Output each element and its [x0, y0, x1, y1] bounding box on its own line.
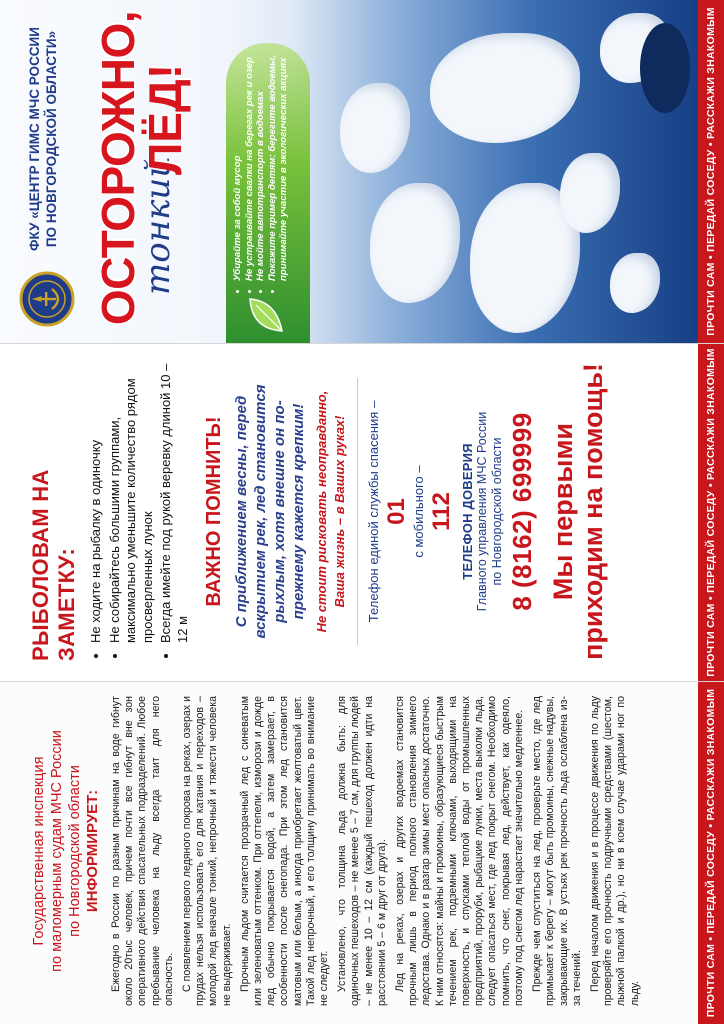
rescue-phone-label: Телефон единой службы спасения – — [366, 400, 381, 623]
paragraph: Перед началом движения и в процессе движения по льду проверяйте его прочность подручными средствами (шестом, лыжной палкой и др.), но ни в коем случае ударами ног по льду. — [588, 696, 641, 1006]
important-title: ВАЖНО ПОМНИТЬ! — [203, 416, 225, 607]
footer-slogan: ПРОЧТИ САМ • ПЕРЕДАЙ СОСЕДУ • РАССКАЖИ ЗНАКОМЫМ — [698, 0, 724, 343]
mchs-emblem-icon — [18, 271, 76, 327]
rescue-phone-number: 01 — [383, 498, 410, 525]
cover-panel — [0, 0, 724, 344]
leaf-icon — [246, 295, 286, 335]
hotline-org: Главного управления МЧС России — [475, 411, 489, 612]
help-line: Мы первыми — [548, 422, 578, 601]
cover-subtitle: тонкий — [138, 155, 178, 295]
paragraph: Ежегодно в России по разным причинам на воде гибнут около 20тыс человек, причем почти все гибнут вне зон оперативного действия спасательных подразделений. Любое пребывание человека на льду всегда таит для него опасность. — [110, 696, 175, 1006]
paragraph: Прочным льдом считается прозрачный лед с синеватым или зеленоватым оттенком. При оттепели, изморози и дожде лед обычно покрывается водой, а затем замерзает, в особенности после снегопада. При этом лед становится матовым или белым, а иногда приобретает желтоватый цвет. Такой лед непрочный, и его толщину принимать во внимание не следует. — [238, 696, 331, 1006]
help-line: приходим на помощь! — [578, 363, 608, 660]
eco-tips — [232, 31, 290, 291]
list-item: • Не собирайтесь большими группами, максимально уменьшите количество рядом просверленных лунок — [107, 358, 157, 643]
informs-heading: ИНФОРМИРУЕТ: — [84, 789, 101, 913]
help-slogan — [548, 358, 608, 665]
cover-title: ОСТОРОЖНО, — [92, 10, 144, 326]
cover-title-ice: ЛЁД! — [139, 63, 191, 175]
open-water — [640, 23, 690, 113]
inspection-line: Государственная инспекция — [31, 756, 47, 946]
inspection-line: по Новгородской области — [67, 765, 83, 937]
paragraph: Установлено, что толщина льда должна быть: для одиночных пешеходов – не менее 5 – 7 см, для группы людей – не менее 10 – 12 см (каждый пешеход должен идти на расстоянии 5 – 6 м друг от друга). — [336, 696, 388, 1006]
list-item: • Не мойте автотранспорт в водоемах — [255, 31, 267, 281]
fishermen-tips — [88, 358, 191, 665]
ice-floe — [560, 153, 620, 233]
paragraph: Прежде чем спуститься на лед, проверьте место, где лед примыкает к берегу – могут быть промоины, снежные надувы, закрывающие их. В устьях рек прочность льда ослаблена из-за течений. — [531, 696, 583, 1006]
paragraph: С появлением первого ледяного покрова на реках, озерах и прудах нельзя использовать его для катания и переходов – молодой лед вначале тонкий, непрочный и тяжести человека не выдерживает. — [181, 696, 233, 1006]
org-name — [26, 19, 60, 259]
hotline-org: по Новгородской области — [490, 437, 504, 586]
warning-text: Не стоит рисковать неоправданно, — [314, 390, 329, 633]
paragraph: Лед на реках, озерах и других водоемах становится прочным лишь в период полного становления зимнего ледостава. Однако и в разгар зимы мест опасных достаточно. К ним относятся: майны и промоины, образующиеся быстрым течением рек, подземными ключами, выходящими на поверхность, и спусками теплой воды от промышленных предприятий, проруби, рыбацкие лунки, места выколки льда, следует опасаться мест, где лед покрыт снегом. Необходимо помнить, что снег, покрывая лед, действует, как одеяло, поэтому под снегом лед нарастает значительно медленнее. — [394, 696, 525, 1006]
ice-floe — [610, 253, 660, 313]
divider — [357, 378, 358, 645]
hotline-number: 8 (8162) 699999 — [507, 412, 537, 611]
footer-slogan: ПРОЧТИ САМ • ПЕРЕДАЙ СОСЕДУ • РАССКАЖИ ЗНАКОМЫМ — [698, 344, 724, 681]
list-item: • Не ходите на рыбалку в одиночку — [88, 358, 105, 643]
tips-panel — [0, 344, 724, 682]
mobile-phone-number: 112 — [428, 492, 455, 531]
life-text: Ваша жизнь – в Ваших руках! — [332, 415, 347, 608]
ice-floe — [430, 33, 580, 143]
org-line: ФКУ «ЦЕНТР ГИМС МЧС РОССИИ — [27, 27, 42, 251]
important-text: С приближением весны, перед вскрытием рек, лед становится рыхлым, хотя внешне он по-прежнему кажется крепким! — [233, 384, 307, 639]
org-line: ПО НОВГОРОДСКОЙ ОБЛАСТИ» — [44, 30, 59, 248]
info-panel — [0, 682, 724, 1024]
list-item: • Убирайте за собой мусор — [232, 31, 244, 281]
ice-floe — [340, 83, 410, 173]
list-item: • Покажите пример детям: берегите водоемы, принимайте участие в экологических акциях — [267, 31, 290, 281]
safety-text — [110, 696, 642, 1006]
list-item: • Не устраивайте свалки на берегах рек и озер — [244, 31, 256, 281]
footer-slogan: ПРОЧТИ САМ • ПЕРЕДАЙ СОСЕДУ • РАССКАЖИ ЗНАКОМЫМ — [698, 682, 724, 1024]
mobile-phone-label: с мобильного – — [411, 465, 426, 558]
ice-floe — [370, 183, 460, 303]
hotline-title: ТЕЛЕФОН ДОВЕРИЯ — [460, 443, 475, 580]
inspection-line: по маломерным судам МЧС России — [49, 730, 65, 972]
fishermen-title: РЫБОЛОВАМ НА ЗАМЕТКУ: — [28, 469, 79, 661]
list-item: • Всегда имейте под рукой веревку длиной 10 – 12 м — [158, 358, 191, 643]
inspection-header — [30, 696, 102, 1006]
